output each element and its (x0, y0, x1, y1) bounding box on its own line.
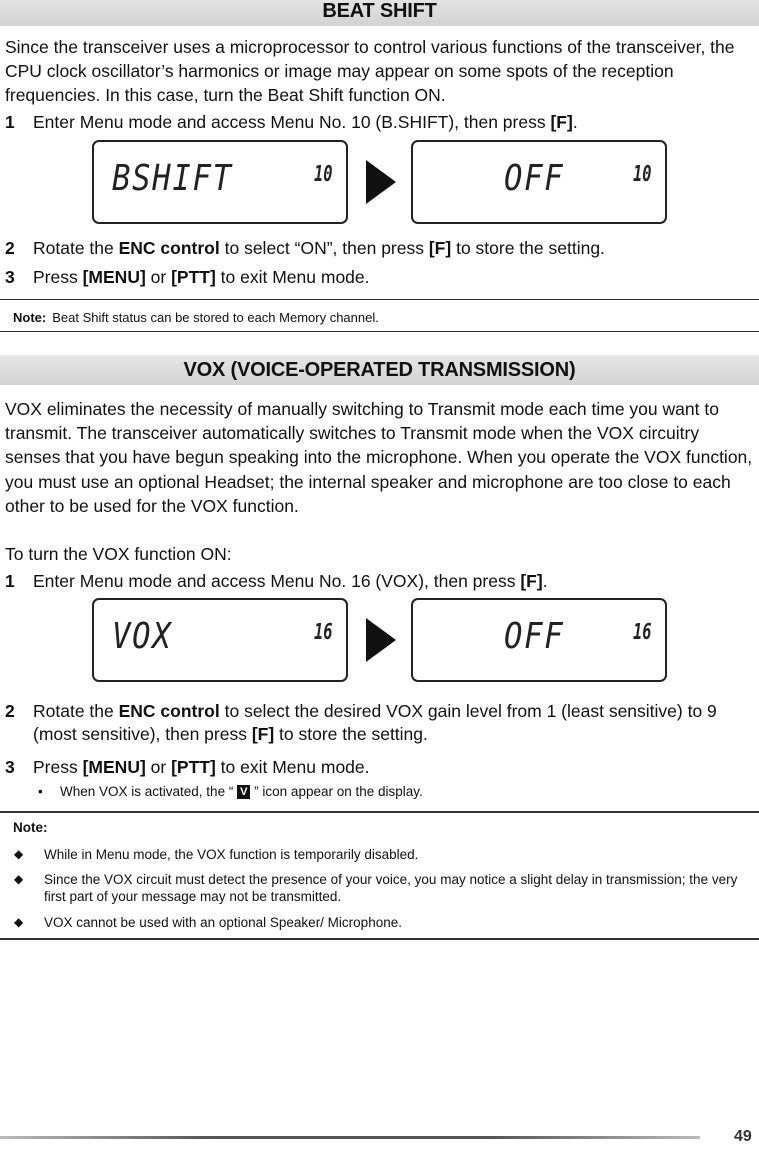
step-text: to select “ON”, then press (219, 238, 429, 258)
page-number: 49 (734, 1128, 752, 1145)
key-f: [F] (520, 571, 543, 591)
footer-rule (0, 1136, 700, 1139)
enc-control-label: ENC control (118, 238, 220, 258)
step-number: 1 (5, 112, 15, 132)
note-text: VOX cannot be used with an optional Speaker/ Microphone. (44, 915, 402, 930)
divider (0, 811, 759, 813)
beat-shift-step-1 (5, 111, 757, 134)
step-text: Enter Menu mode and access Menu No. 16 (VOX), then press (33, 571, 521, 591)
lcd-bshift-off-display (411, 140, 667, 224)
lcd-main-text: OFF (503, 158, 565, 199)
note-text: Since the VOX circuit must detect the presence of your voice, you may notice a slight delay in transmission; the very first part of your message may not be transmitted. (44, 872, 738, 904)
step-text: Rotate the (33, 701, 119, 721)
key-f: [F] (550, 112, 573, 132)
beat-shift-step-3 (5, 266, 757, 289)
step-text-end: . (542, 571, 548, 591)
bullet-text-end: ” icon appear on the display. (250, 784, 423, 799)
lcd-main-text: VOX (112, 616, 173, 657)
beat-shift-note (13, 309, 379, 327)
lcd-vox-display (92, 598, 348, 682)
key-ptt: [PTT] (171, 757, 216, 777)
lcd-main-text: BSHIFT (112, 158, 233, 199)
note-label: Note: (13, 310, 47, 325)
bullet-dot: • (38, 784, 43, 799)
vox-step-1 (5, 570, 757, 593)
lcd-channel-number: 10 (313, 162, 332, 187)
divider (0, 299, 759, 300)
vox-v-icon: V (237, 785, 250, 799)
key-ptt: [PTT] (171, 267, 216, 287)
bullet-text: When VOX is activated, the “ (60, 784, 238, 799)
key-f: [F] (428, 238, 452, 258)
lcd-channel-number: 10 (632, 162, 651, 187)
step-number: 2 (5, 701, 15, 721)
step-number: 3 (5, 757, 15, 777)
key-menu: [MENU] (82, 267, 146, 287)
lcd-channel-number: 16 (632, 620, 651, 645)
step-number: 3 (5, 267, 15, 287)
vox-indicator-bullet (38, 783, 423, 801)
step-text: Press (33, 757, 83, 777)
vox-step-2 (5, 700, 757, 746)
divider (0, 331, 759, 332)
enc-control-label: ENC control (118, 701, 220, 721)
step-text-end: to store the setting. (274, 724, 428, 744)
vox-heading: VOX (VOICE-OPERATED TRANSMISSION) (0, 355, 759, 385)
note-text: Beat Shift status can be stored to each Memory channel. (52, 310, 379, 325)
lcd-main-text: OFF (503, 616, 565, 657)
step-number: 2 (5, 238, 15, 258)
diamond-bullet-icon: ◆ (14, 915, 24, 929)
vox-note-item (14, 914, 744, 931)
diamond-bullet-icon: ◆ (14, 872, 24, 886)
beat-shift-step-2 (5, 237, 757, 260)
step-text: or (145, 267, 172, 287)
step-text: to select the desired VOX gain level from 1 (least sensitive) to 9 (most sensitive), then press (33, 701, 717, 744)
vox-note-item (14, 871, 744, 905)
lcd-bshift-display (92, 140, 348, 224)
beat-shift-intro: Since the transceiver uses a microprocessor to control various functions of the transceiver, the CPU clock oscillator’s harmonics or image may appear on some spots of the reception frequencies. In this case, turn the Beat Shift function ON. (5, 37, 735, 106)
step-text-end: to store the setting. (451, 238, 605, 258)
key-menu: [MENU] (82, 757, 146, 777)
diamond-bullet-icon: ◆ (14, 847, 24, 861)
lcd-vox-off-display (411, 598, 667, 682)
step-text: Press (33, 267, 83, 287)
step-text: or (145, 757, 172, 777)
divider (0, 938, 759, 940)
step-text: Rotate the (33, 238, 119, 258)
key-f: [F] (251, 724, 275, 744)
lcd-channel-number: 16 (313, 620, 332, 645)
step-number: 1 (5, 571, 15, 591)
vox-step-3 (5, 756, 757, 779)
step-text-end: . (572, 112, 578, 132)
vox-turn-on-text: To turn the VOX function ON: (5, 544, 232, 564)
note-text: While in Menu mode, the VOX function is temporarily disabled. (44, 847, 419, 862)
vox-note-label: Note: (13, 820, 48, 835)
arrow-right-icon (366, 618, 396, 662)
step-text-end: to exit Menu mode. (215, 757, 370, 777)
beat-shift-heading: BEAT SHIFT (0, 0, 759, 26)
arrow-right-icon (366, 160, 396, 204)
step-text: Enter Menu mode and access Menu No. 10 (B.SHIFT), then press (33, 112, 551, 132)
vox-note-item (14, 846, 744, 863)
step-text-end: to exit Menu mode. (215, 267, 370, 287)
vox-intro: VOX eliminates the necessity of manually switching to Transmit mode each time you want to transmit. The transceiver automatically switches to Transmit mode when the VOX circuitry senses that you have begun speaking into the microphone. When you operate the VOX function, you must use an optional Headset; the internal speaker and microphone are too close to each other to be used for the VOX function. (5, 399, 753, 516)
